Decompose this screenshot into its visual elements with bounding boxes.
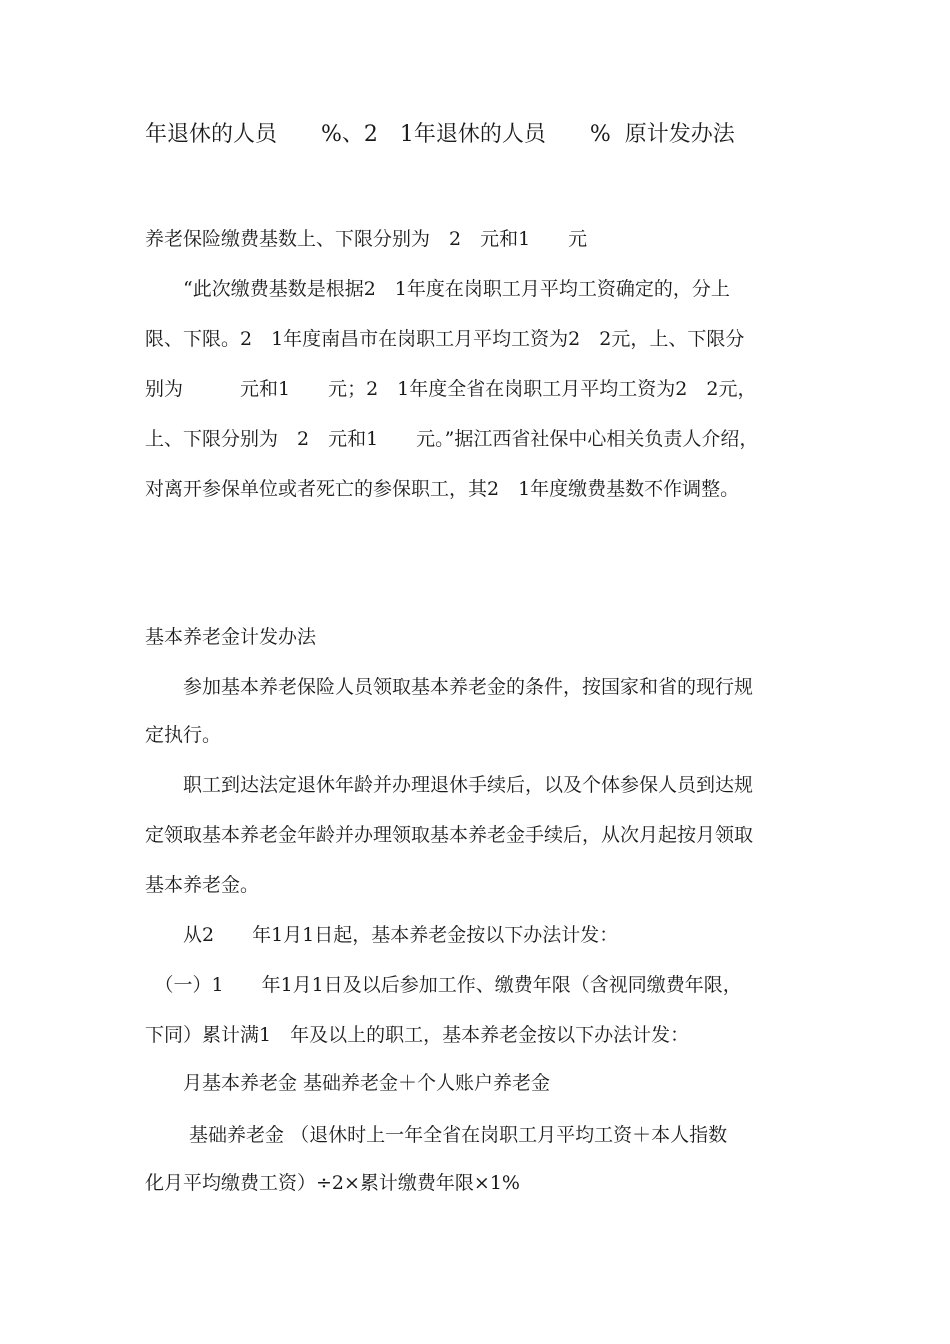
- document-title: 年退休的人员 %、2 1年退休的人员 % 原计发办法: [145, 122, 735, 147]
- paragraph-line: （一）1 年1月1日及以后参加工作、缴费年限（含视同缴费年限，: [145, 974, 742, 996]
- section-heading-contribution-base: 养老保险缴费基数上、下限分别为 2 元和1 元: [145, 228, 588, 250]
- paragraph-line: 限、下限。2 1年度南昌市在岗职工月平均工资为2 2元，上、下限分: [145, 328, 745, 350]
- formula-line: 月基本养老金 基础养老金＋个人账户养老金: [145, 1072, 551, 1094]
- formula-line: 基础养老金 （退休时上一年全省在岗职工月平均工资＋本人指数: [145, 1124, 728, 1146]
- paragraph-line: 别为 元和1 元；2 1年度全省在岗职工月平均工资为2 2元，: [145, 378, 757, 400]
- paragraph-line: 上、下限分别为 2 元和1 元。”据江西省社保中心相关负责人介绍，: [145, 428, 759, 450]
- section-heading-pension-method: 基本养老金计发办法: [145, 626, 317, 648]
- paragraph-line: 职工到达法定退休年龄并办理退休手续后，以及个体参保人员到达规: [145, 774, 754, 796]
- paragraph-line: 下同）累计满1 年及以上的职工，基本养老金按以下办法计发：: [145, 1024, 690, 1046]
- paragraph-line: 对离开参保单位或者死亡的参保职工，其2 1年度缴费基数不作调整。: [145, 478, 740, 500]
- paragraph-line: 定领取基本养老金年龄并办理领取基本养老金手续后，从次月起按月领取: [145, 824, 754, 846]
- paragraph-line: 基本养老金。: [145, 874, 260, 896]
- formula-line: 化月平均缴费工资）÷2×累计缴费年限×1%: [145, 1172, 520, 1194]
- paragraph-line: 从2 年1月1日起，基本养老金按以下办法计发：: [145, 924, 619, 946]
- paragraph-line: “此次缴费基数是根据2 1年度在岗职工月平均工资确定的，分上: [145, 278, 730, 300]
- paragraph-line: 定执行。: [145, 724, 222, 746]
- paragraph-line: 参加基本养老保险人员领取基本养老金的条件，按国家和省的现行规: [145, 676, 754, 698]
